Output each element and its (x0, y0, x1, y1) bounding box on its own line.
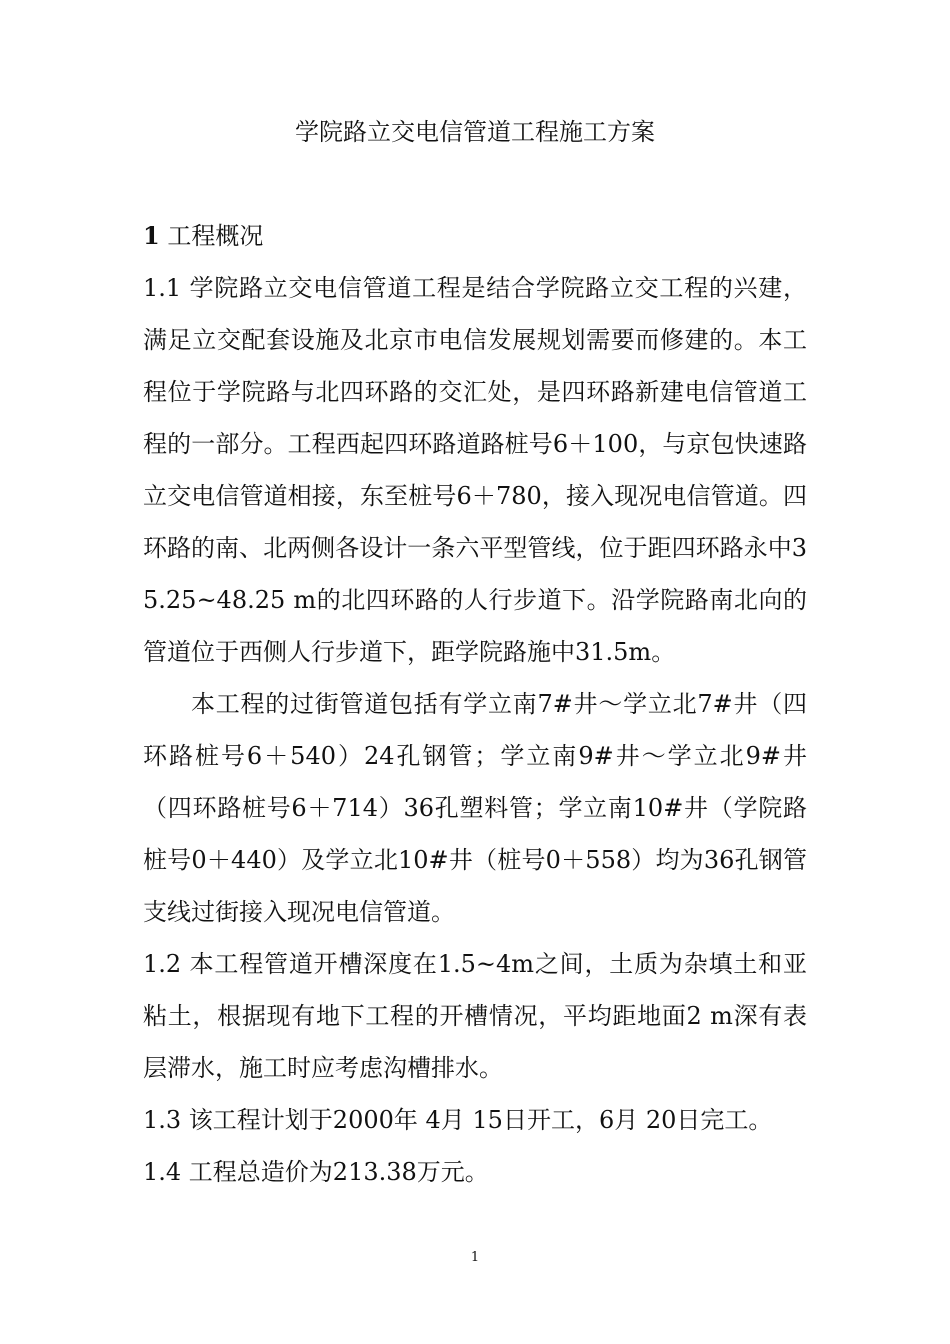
paragraph-1-4: 1.4 工程总造价为213.38万元。 (143, 1158, 489, 1186)
section-number: 1 (143, 221, 160, 250)
paragraph-1-3: 1.3 该工程计划于2000年 4月 15日开工，6月 20日完工。 (143, 1106, 773, 1134)
page-number: 1 (470, 1250, 480, 1265)
paragraph-1-2: 1.2 本工程管道开槽深度在1.5~4m之间，土质为杂填土和亚粘土，根据现有地下工程的开槽情况，平均距地面2 m深有表层滞水，施工时应考虑沟槽排水。 (143, 950, 807, 1082)
section-heading (143, 210, 807, 262)
paragraph-crossing-pipes: 本工程的过街管道包括有学立南7#井～学立北7#井（四环路桩号6＋540）24孔钢管；学立南9#井～学立北9#井（四环路桩号6＋714）36孔塑料管；学立南10#井（学院路桩号0＋440）及学立北10#井（桩号0＋558）均为36孔钢管支线过街接入现况电信管道。 (143, 690, 807, 926)
paragraph-1-1: 1.1 学院路立交电信管道工程是结合学院路立交工程的兴建，满足立交配套设施及北京市电信发展规划需要而修建的。本工程位于学院路与北四环路的交汇处，是四环路新建电信管道工程的一部分。工程西起四环路道路桩号6＋100，与京包快速路立交电信管道相接，东至桩号6＋780，接入现况电信管道。四环路的南、北两侧各设计一条六平型管线，位于距四环路永中35.25~48.25 m的北四环路的人行步道下。沿学院路南北向的管道位于西侧人行步道下，距学院路施中31.5m。 (143, 274, 807, 666)
document-body (143, 210, 807, 1198)
document-title: 学院路立交电信管道工程施工方案 (295, 118, 655, 146)
section-title: 工程概况 (167, 222, 264, 250)
